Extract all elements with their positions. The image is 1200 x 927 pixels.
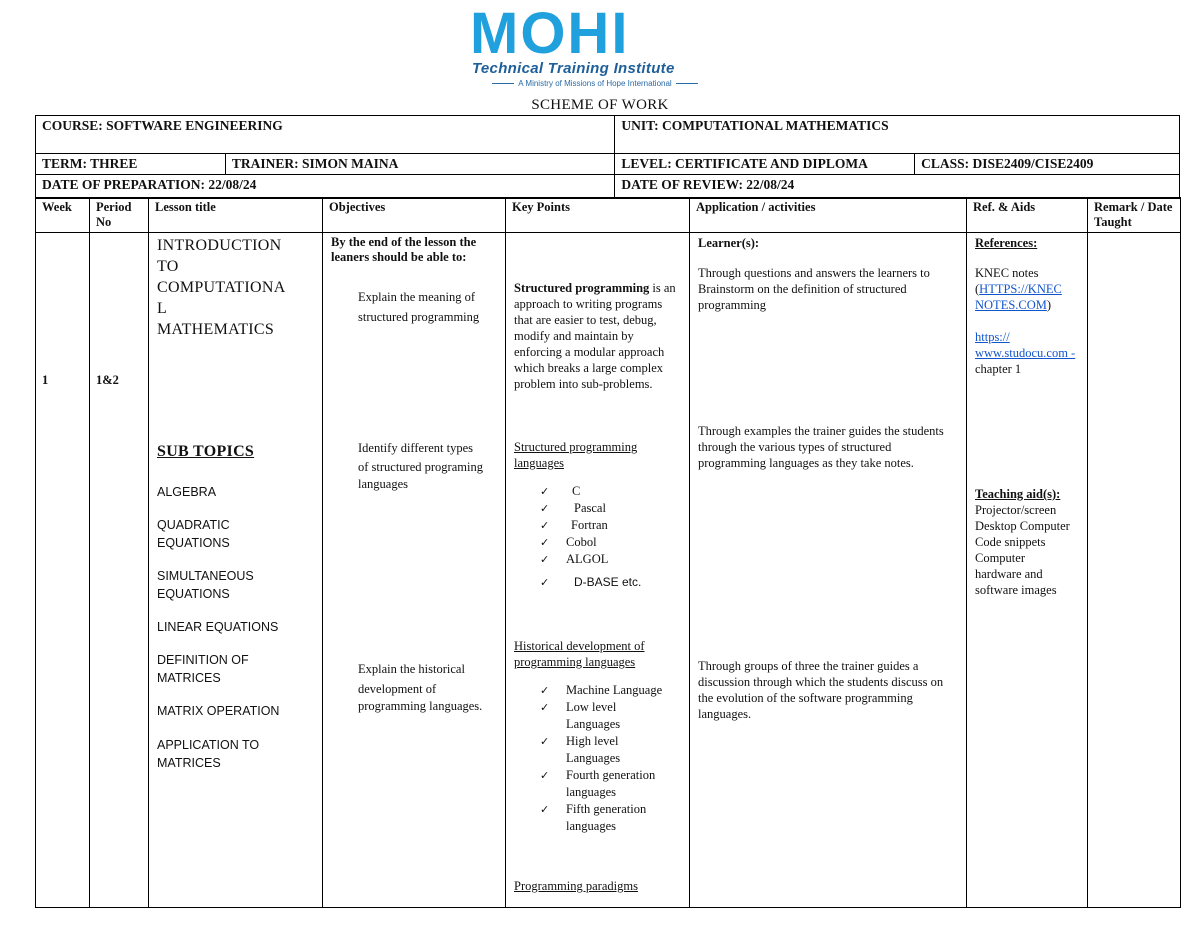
- date-review-cell: DATE OF REVIEW: 22/08/24: [615, 175, 1180, 199]
- application-cell: [690, 233, 967, 908]
- list-item: ✓ Fourth generation languages: [540, 768, 656, 799]
- objectives-intro: By the end of the lesson the leaners should be able to:: [331, 235, 477, 264]
- check-icon: ✓: [540, 485, 550, 498]
- check-icon: ✓: [540, 576, 550, 589]
- col-header-period: Period No: [90, 198, 149, 233]
- check-icon: ✓: [540, 684, 550, 697]
- col-header-objectives: Objectives: [323, 198, 506, 233]
- list-item: LINEAR EQUATIONS: [157, 620, 279, 634]
- list-item: hardware and: [975, 567, 1043, 581]
- studocu-link[interactable]: https:// www.studocu.com -: [975, 330, 1076, 360]
- trainer-cell: TRAINER: SIMON MAINA: [225, 154, 615, 175]
- list-item: ✓ Fifth generation languages: [540, 802, 647, 833]
- period-value: 1&2: [96, 373, 119, 387]
- col-header-week: Week: [36, 198, 90, 233]
- ref-knec: KNEC notes (HTTPS://KNEC NOTES.COM): [975, 266, 1062, 312]
- list-item: ✓ Pascal: [540, 501, 606, 515]
- ref-studocu: https:// www.studocu.com - chapter 1: [975, 330, 1076, 376]
- lesson-title: INTRODUCTION TO COMPUTATIONA L MATHEMATICS: [157, 237, 286, 338]
- remark-cell: [1088, 233, 1181, 908]
- objectives-cell: [323, 233, 506, 908]
- knec-link[interactable]: HTTPS://KNEC NOTES.COM: [975, 282, 1062, 312]
- unit-cell: UNIT: COMPUTATIONAL MATHEMATICS: [615, 116, 1180, 154]
- objective-3: Explain the historical development of programming languages.: [358, 662, 483, 713]
- col-header-application: Application / activities: [690, 198, 967, 233]
- institute-logo: [470, 1, 720, 90]
- list-item: DEFINITION OF MATRICES: [157, 653, 249, 685]
- period-cell: [90, 233, 149, 908]
- list-item: MATRIX OPERATION: [157, 704, 280, 718]
- objective-1: Explain the meaning of structured programming: [358, 290, 480, 324]
- activity-1: Through questions and answers the learners to Brainstorm on the definition of structured programming: [698, 266, 930, 312]
- list-item: ✓ Cobol: [540, 535, 597, 549]
- list-item: SIMULTANEOUS EQUATIONS: [157, 569, 254, 601]
- structured-programming-definition: Structured programming is an approach to writing programs that are easier to test, debug, modify and maintain by enforcing a modular approach which breaks a large complex problem into sub-problems.: [514, 281, 676, 391]
- date-preparation-cell: DATE OF PREPARATION: 22/08/24: [36, 175, 615, 199]
- structured-languages-list: [540, 483, 641, 591]
- list-item: ✓ D-BASE etc.: [540, 575, 642, 589]
- list-item: Projector/screen: [975, 503, 1057, 517]
- subtopics-heading: SUB TOPICS: [157, 443, 255, 460]
- check-icon: ✓: [540, 536, 550, 549]
- list-item: Computer: [975, 551, 1025, 565]
- table-row: [36, 233, 1181, 908]
- logo-institute-name: Technical Training Institute: [472, 60, 675, 77]
- list-item: APPLICATION TO MATRICES: [157, 738, 260, 770]
- header-table: [35, 115, 1180, 199]
- list-item: ALGEBRA: [157, 485, 217, 499]
- lesson-title-cell: [149, 233, 323, 908]
- list-item: Desktop Computer: [975, 519, 1070, 533]
- activity-2: Through examples the trainer guides the students through the various types of structured programming languages as they take notes.: [698, 424, 944, 470]
- check-icon: ✓: [540, 769, 550, 782]
- paradigms-heading: Programming paradigms: [514, 879, 638, 893]
- term-cell: TERM: THREE: [36, 154, 226, 175]
- structured-languages-heading: Structured programming languages: [514, 440, 638, 470]
- check-icon: ✓: [540, 502, 550, 515]
- document-title: SCHEME OF WORK: [531, 97, 669, 113]
- ref-aids-cell: [967, 233, 1088, 908]
- course-cell: COURSE: SOFTWARE ENGINEERING: [36, 116, 615, 154]
- col-header-key-points: Key Points: [506, 198, 690, 233]
- col-header-remark: Remark / Date Taught: [1088, 198, 1181, 233]
- col-header-ref-aids: Ref. & Aids: [967, 198, 1088, 233]
- col-header-lesson-title: Lesson title: [149, 198, 323, 233]
- check-icon: ✓: [540, 553, 550, 566]
- check-icon: ✓: [540, 735, 550, 748]
- list-item: ✓ Machine Language: [540, 683, 663, 697]
- week-cell: [36, 233, 90, 908]
- teaching-aids-heading: Teaching aid(s):: [975, 487, 1061, 501]
- week-value: 1: [42, 373, 49, 387]
- list-item: Code snippets: [975, 535, 1046, 549]
- list-item: ✓ ALGOL: [540, 552, 609, 566]
- list-item: ✓ High level Languages: [540, 734, 621, 765]
- check-icon: ✓: [540, 701, 550, 714]
- list-item: QUADRATIC EQUATIONS: [157, 518, 230, 550]
- activity-3: Through groups of three the trainer guides a discussion through which the students discuss on the evolution of the software programming languages.: [698, 659, 944, 721]
- scheme-table: [35, 197, 1181, 908]
- logo-wordmark: MOHI: [470, 1, 630, 66]
- history-list: [540, 682, 685, 835]
- check-icon: ✓: [540, 803, 550, 816]
- objective-2: Identify different types of structured programing languages: [358, 441, 483, 491]
- list-item: ✓ Low level Languages: [540, 700, 621, 731]
- list-item: ✓ C: [540, 484, 581, 498]
- references-heading: References:: [975, 236, 1038, 250]
- list-item: ✓ Fortran: [540, 518, 608, 532]
- teaching-aids-list: [975, 502, 1085, 598]
- level-cell: LEVEL: CERTIFICATE AND DIPLOMA: [615, 154, 915, 175]
- history-heading: Historical development of programming languages: [514, 639, 645, 669]
- learners-label: Learner(s):: [698, 236, 760, 250]
- key-points-cell: [506, 233, 690, 908]
- check-icon: ✓: [540, 519, 550, 532]
- list-item: software images: [975, 583, 1057, 597]
- logo-tagline: A Ministry of Missions of Hope International: [470, 79, 720, 88]
- class-cell: CLASS: DISE2409/CISE2409: [915, 154, 1180, 175]
